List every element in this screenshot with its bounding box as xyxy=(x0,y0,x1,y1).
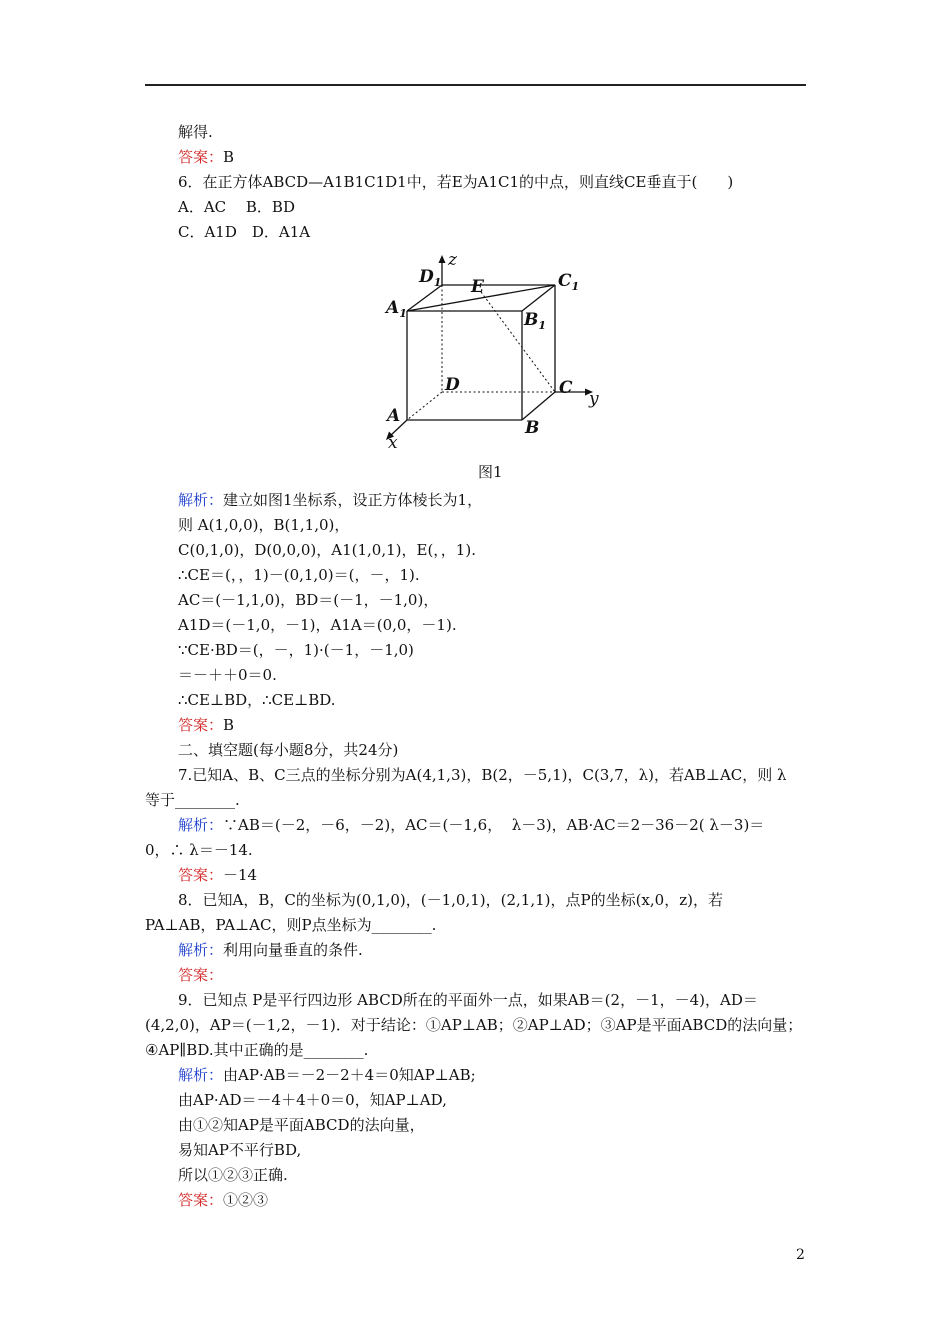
solution-9-line-3: 由①②知AP是平面ABCD的法向量， xyxy=(178,1116,425,1134)
question-9-line-3: ④AP∥BD.其中正确的是________. xyxy=(145,1041,369,1059)
question-7-line-2: 等于________. xyxy=(145,791,240,809)
label-D: D xyxy=(445,375,460,395)
solution-8-line-1: 解析：利用向量垂直的条件. xyxy=(178,941,363,959)
solution-6-line-7: ∵CE·BD＝(，－，1)·(－1，－1,0) xyxy=(178,641,414,659)
text-line: 解得. xyxy=(178,123,213,141)
label-x: x xyxy=(388,433,398,452)
question-8-line-2: PA⊥AB，PA⊥AC，则P点坐标为________. xyxy=(145,916,437,934)
question-6: 6．在正方体ABCD—A1B1C1D1中，若E为A1C1的中点，则直线CE垂直于( ) xyxy=(178,173,734,191)
answer-label: 答案： xyxy=(178,148,224,166)
solution-9-line-2: 由AP·AD＝－4＋4＋0＝0，知AP⊥AD, xyxy=(178,1091,447,1109)
solution-label: 解析： xyxy=(178,941,224,959)
solution-6-line-3: C(0,1,0)，D(0,0,0)，A1(1,0,1)，E(，，1). xyxy=(178,541,476,559)
solution-7-line-1: 解析：∵AB＝(－2，－6，－2)，AC＝(－1,6， λ－3)，AB·AC＝2－36－2( λ－3)＝ xyxy=(178,816,765,834)
solution-9-line-4: 易知AP不平行BD, xyxy=(178,1141,302,1159)
figure-caption: 图1 xyxy=(478,463,503,481)
answer-value: ①②③ xyxy=(223,1191,269,1209)
label-D1: $D_1$ xyxy=(419,267,442,289)
label-C: C xyxy=(559,378,573,398)
answer-value: －14 xyxy=(223,866,258,884)
answer-label: 答案： xyxy=(178,716,224,734)
answer-value: B xyxy=(223,148,235,166)
cube-figure xyxy=(382,252,612,452)
label-B1: $B_1$ xyxy=(524,310,547,332)
page-number: 2 xyxy=(796,1247,805,1263)
solution-6-line-8: ＝－＋＋0＝0. xyxy=(178,666,277,684)
answer-label: 答案： xyxy=(178,866,224,884)
answer-value: B xyxy=(223,716,235,734)
answer-8 xyxy=(178,965,223,985)
answer-6 xyxy=(178,715,234,735)
solution-label: 解析： xyxy=(178,816,224,834)
label-E: E xyxy=(471,277,484,297)
label-B: B xyxy=(525,418,540,438)
question-9-line-1: 9．已知点 P是平行四边形 ABCD所在的平面外一点，如果AB＝(2，－1，－4)，AD＝ xyxy=(178,991,758,1009)
answer-line xyxy=(178,147,234,167)
answer-label: 答案： xyxy=(178,966,224,984)
q6-options-ab: A．AC B．BD xyxy=(178,198,295,216)
solution-9-line-5: 所以①②③正确. xyxy=(178,1166,288,1184)
solution-6-line-9: ∴CE⊥BD，∴CE⊥BD. xyxy=(178,691,336,709)
label-y: y xyxy=(589,389,599,409)
question-7-line-1: 7.已知A、B、C三点的坐标分别为A(4,1,3)，B(2，－5,1)，C(3,7，λ)，若AB⊥AC，则 λ xyxy=(178,766,787,784)
answer-7 xyxy=(178,865,257,885)
solution-7-line-2: 0，∴ λ＝－14. xyxy=(145,841,253,859)
question-9-line-2: (4,2,0)，AP＝(－1,2，－1)．对于结论：①AP⊥AB；②AP⊥AD；③AP是平面ABCD的法向量； xyxy=(145,1016,803,1034)
question-8-line-1: 8．已知A，B，C的坐标为(0,1,0)，(－1,0,1)，(2,1,1)，点P的坐标(x,0，z)，若 xyxy=(178,891,723,909)
solution-6-line-6: A1D＝(－1,0，－1)，A1A＝(0,0，－1). xyxy=(178,616,457,634)
label-A: A xyxy=(387,406,401,426)
label-z: z xyxy=(448,252,457,270)
answer-9 xyxy=(178,1190,268,1210)
solution-6-line-4: ∴CE＝(，，1)－(0,1,0)＝(，－，1). xyxy=(178,566,420,584)
answer-label: 答案： xyxy=(178,1191,224,1209)
solution-label: 解析： xyxy=(178,491,224,509)
q6-options-cd: C．A1D D．A1A xyxy=(178,223,311,241)
solution-6-line-2: 则 A(1,0,0)，B(1,1,0)， xyxy=(178,516,350,534)
solution-6-line-5: AC＝(－1,1,0)，BD＝(－1，－1,0)， xyxy=(178,591,439,609)
label-A1: $A_1$ xyxy=(386,298,407,320)
label-C1: $C_1$ xyxy=(558,271,580,293)
solution-label: 解析： xyxy=(178,1066,224,1084)
solution-9-line-1: 解析：由AP·AB＝－2－2＋4＝0知AP⊥AB; xyxy=(178,1066,476,1084)
header-rule xyxy=(145,84,806,86)
section-heading: 二、填空题(每小题8分，共24分) xyxy=(178,741,399,759)
solution-6-line-1: 解析：建立如图1坐标系，设正方体棱长为1， xyxy=(178,491,483,509)
